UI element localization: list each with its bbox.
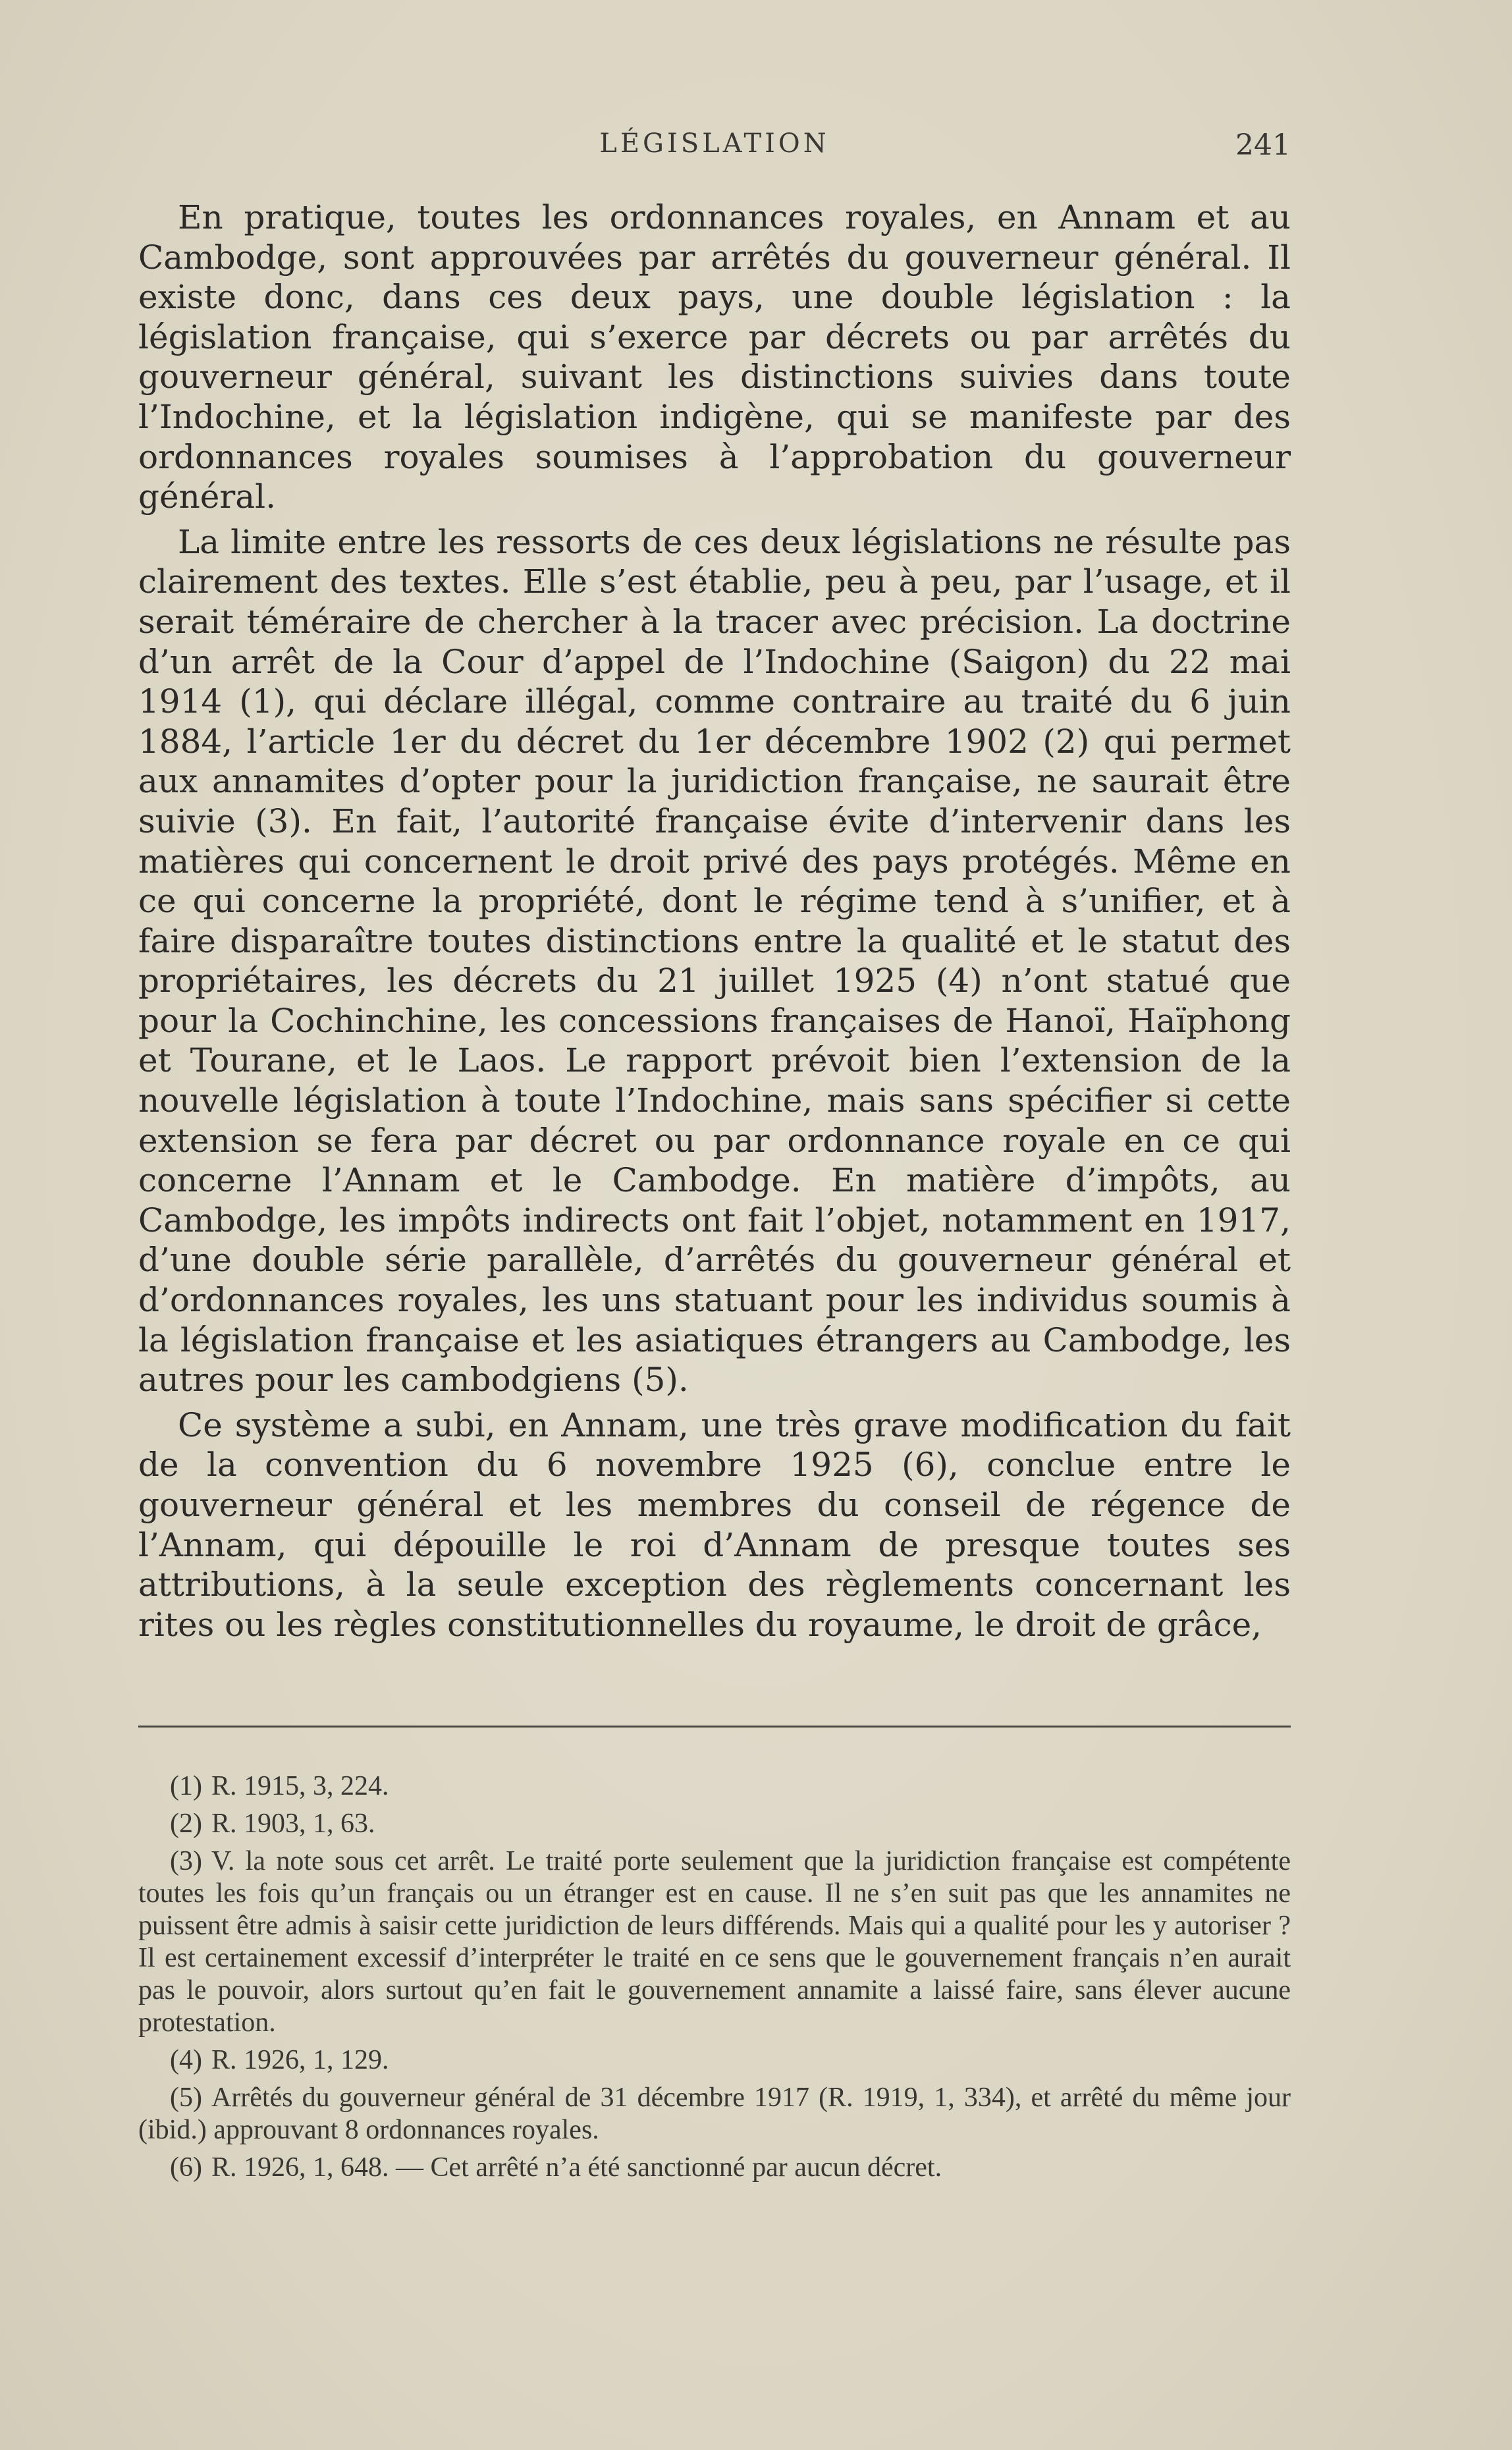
footnote-number: (1) — [170, 1771, 202, 1801]
footnote-number: (4) — [170, 2045, 202, 2075]
footnote-number: (6) — [170, 2152, 202, 2183]
footnote-text: Arrêtés du gouverneur général de 31 décembre 1917 (R. 1919, 1, 334), et arrêté du même jour (ibid.) approuvant 8 ordonnances royales. — [138, 2082, 1291, 2145]
footnote-number: (2) — [170, 1809, 202, 1839]
footnote-text: R. 1926, 1, 129. — [211, 2045, 389, 2075]
page-number: 241 — [1235, 128, 1291, 162]
footnote-text: R. 1903, 1, 63. — [211, 1809, 375, 1839]
footnote — [138, 2082, 1291, 2146]
paragraph: Ce système a subi, en Annam, une très grave modification du fait de la convention du 6 novembre 1925 (6), conclue entre le gouverneur général et les membres du conseil de régence de l’Annam, qui dépouille le roi d’Annam de presque toutes ses attributions, à la seule exception des règlements concernant les rites ou les règles constitutionnelles du royaume, le droit de grâce, — [138, 1405, 1291, 1644]
footnote-number: (3) — [170, 1846, 202, 1876]
footnote — [138, 1845, 1291, 2039]
footnote-text: R. 1915, 3, 224. — [211, 1771, 389, 1801]
footnote-text: R. 1926, 1, 648. — Cet arrêté n’a été sanctionné par aucun décret. — [211, 2152, 942, 2183]
footnote — [138, 2044, 1291, 2077]
footnote-number: (5) — [170, 2082, 202, 2113]
footnote-divider — [138, 1726, 1291, 1728]
footnote — [138, 1770, 1291, 1803]
paragraph: En pratique, toutes les ordonnances royales, en Annam et au Cambodge, sont approuvées par arrêtés du gouverneur général. Il existe donc, dans ces deux pays, une double législation : la législation française, qui s’exerce par décrets ou par arrêtés du gouverneur général, suivant les distinctions suivies dans toute l’Indochine, et la législation indigène, qui se manifeste par des ordonnances royales soumises à l’approbation du gouverneur général. — [138, 198, 1291, 516]
paragraph: La limite entre les ressorts de ces deux législations ne résulte pas clairement des textes. Elle s’est établie, peu à peu, par l’usage, et il serait téméraire de chercher à la tracer avec précision. La doctrine d’un arrêt de la Cour d’appel de l’Indochine (Saigon) du 22 mai 1914 (1), qui déclare illégal, comme contraire au traité du 6 juin 1884, l’article 1er du décret du 1er décembre 1902 (2) qui permet aux annamites d’opter pour la juridiction française, ne saurait être suivie (3). En fait, l’autorité française évite d’intervenir dans les matières qui concernent le droit privé des pays protégés. Même en ce qui concerne la propriété, dont le régime tend à s’unifier, et à faire disparaître toutes distinctions entre la qualité et le statut des propriétaires, les décrets du 21 juillet 1925 (4) n’ont statué que pour la Cochinchine, les concessions françaises de Hanoï, Haïphong et Tourane, et le Laos. Le rapport prévoit bien l’extension de la nouvelle législation à toute l’Indochine, mais sans spécifier si cette extension se fera par décret ou par ordonnance royale en ce qui concerne l’Annam et le Cambodge. En matière d’impôts, au Cambodge, les impôts indirects ont fait l’objet, notamment en 1917, d’une double série parallèle, d’arrêtés du gouverneur général et d’ordonnances royales, les uns statuant pour les individus soumis à la législation française et les asiatiques étrangers au Cambodge, les autres pour les cambodgiens (5). — [138, 522, 1291, 1400]
footnotes — [138, 1770, 1291, 2189]
footnote — [138, 2152, 1291, 2184]
page-header — [138, 128, 1291, 168]
main-text — [138, 198, 1291, 1650]
footnote — [138, 1808, 1291, 1840]
running-title: LÉGISLATION — [599, 128, 830, 159]
footnote-text: V. la note sous cet arrêt. Le traité porte seulement que la juridiction française est compétente toutes les fois qu’un français ou un étranger est en cause. Il ne s’en suit pas que les annamites ne puissent être admis à saisir cette juridiction de leurs différends. Mais qui a qualité pour les y autoriser ? Il est certainement excessif d’interpréter le traité en ce sens que le gouvernement français n’en aurait pas le pouvoir, alors surtout qu’en fait le gouvernement annamite a laissé faire, sans élever aucune protestation. — [138, 1846, 1291, 2038]
